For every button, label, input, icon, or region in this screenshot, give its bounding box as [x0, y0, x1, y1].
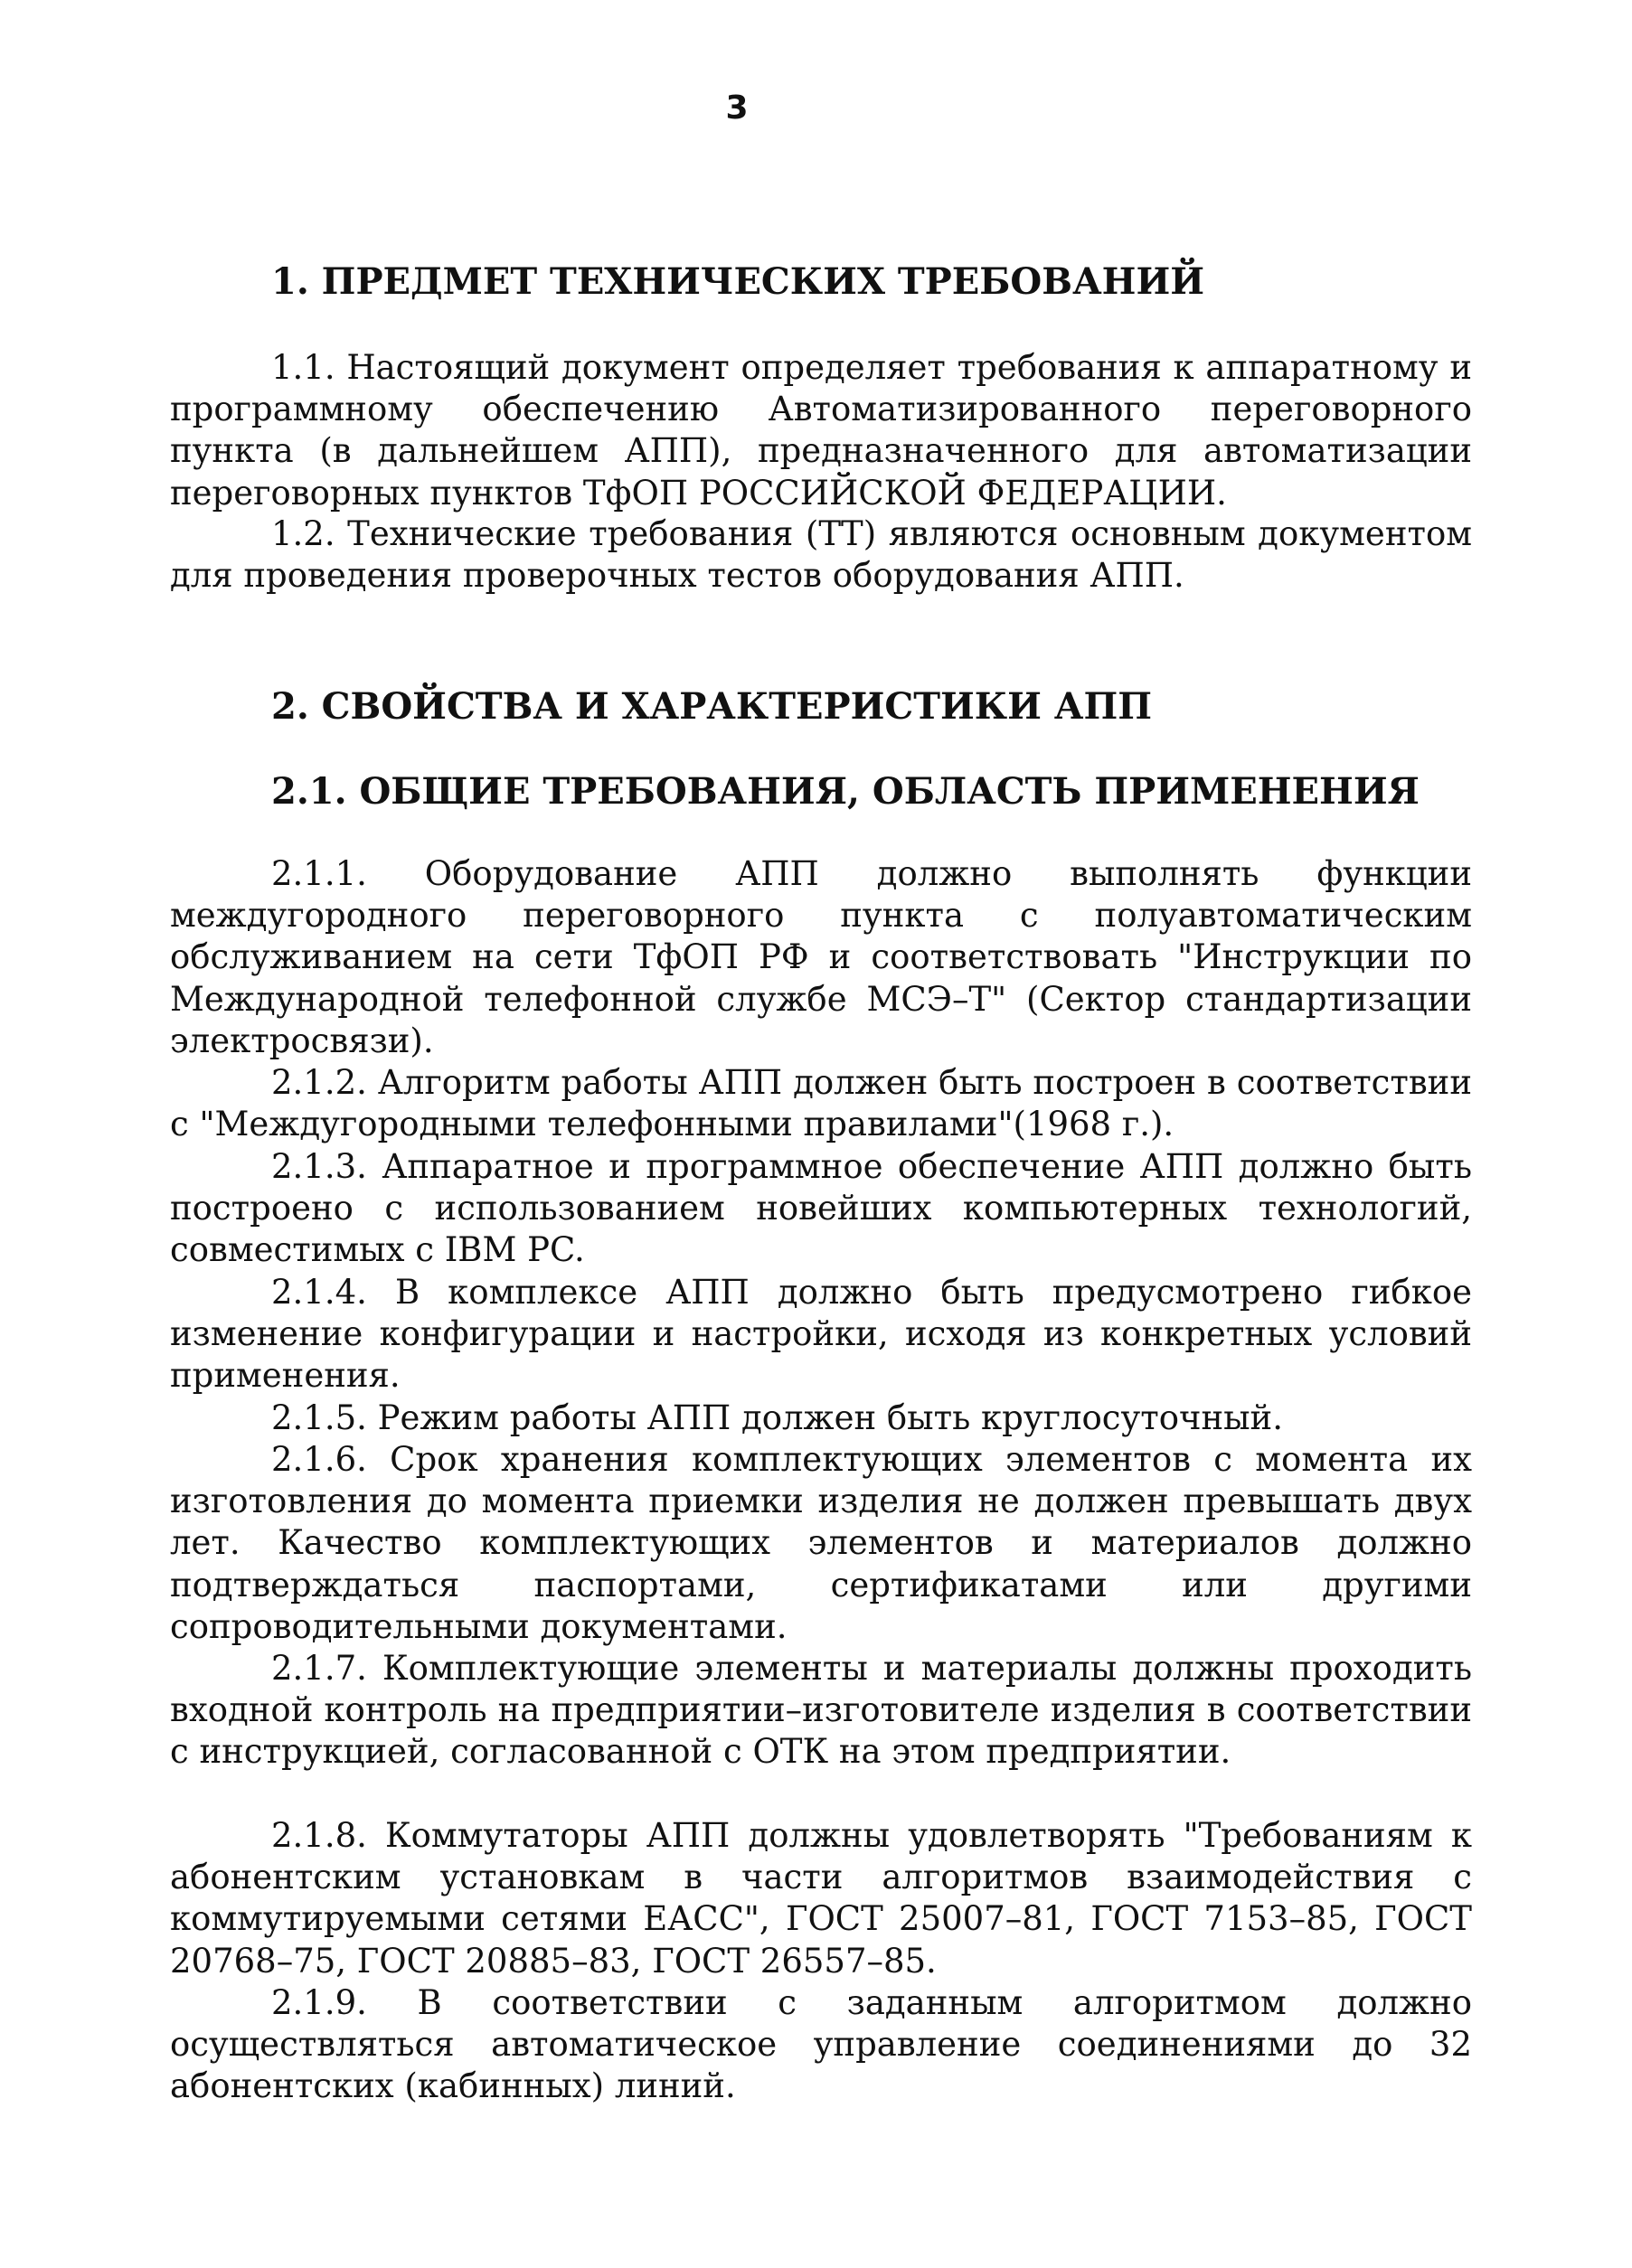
paragraph-2-1-5: 2.1.5. Режим работы АПП должен быть круглосуточный. [271, 1398, 1283, 1437]
paragraph-2-1-7: 2.1.7. Комплектующие элементы и материалы должны проходить входной контроль на предприятии–изготовителе изделия в соответствии с инструкцией, согласованной с ОТК на этом предприятии. [170, 1649, 1472, 1772]
paragraph-2-1-1: 2.1.1. Оборудование АПП должно выполнять функции междугородного переговорного пункта с полуавтоматическим обслуживанием на сети ТфОП РФ и соответствовать "Инструкции по Международной телефонной службе МСЭ–Т" (Сектор стандартизации электросвязи). [170, 854, 1472, 1060]
paragraph-2-1-3: 2.1.3. Аппаратное и программное обеспечение АПП должно быть построено с использованием новейших компьютерных технологий, совместимых с IBM PC. [170, 1147, 1472, 1270]
paragraph-2-1-4: 2.1.4. В комплексе АПП должно быть предусмотрено гибкое изменение конфигурации и настройки, исходя из конкретных условий применения. [170, 1273, 1472, 1396]
paragraph-2-1-2: 2.1.2. Алгоритм работы АПП должен быть построен в соответствии с "Междугородными телефонными правилами"(1968 г.). [170, 1063, 1472, 1144]
paragraph-1-1: 1.1. Настоящий документ определяет требования к аппаратному и программному обеспечению Автоматизированного переговорного пункта (в дальнейшем АПП), предназначенного для автоматизации переговорных пунктов ТфОП РОССИЙСКОЙ ФЕДЕРАЦИИ. [170, 348, 1472, 513]
paragraph-1-2: 1.2. Технические требования (ТТ) являются основным документом для проведения проверочных тестов оборудования АПП. [170, 514, 1472, 596]
paragraph-2-1-8: 2.1.8. Коммутаторы АПП должны удовлетворять "Требованиям к абонентским установкам в части алгоритмов взаимодействия с коммутируемыми сетями ЕАСС", ГОСТ 25007–81, ГОСТ 7153–85, ГОСТ 20768–75, ГОСТ 20885–83, ГОСТ 26557–85. [170, 1816, 1472, 1981]
section-2-heading: 2. СВОЙСТВА И ХАРАКТЕРИСТИКИ АПП [271, 685, 1153, 728]
paragraph-2-1-9: 2.1.9. В соответствии с заданным алгоритмом должно осуществляться автоматическое управление соединениями до 32 абонентских (кабинных) линий. [170, 1983, 1472, 2106]
page-number: 3 [725, 89, 749, 127]
section-1-heading: 1. ПРЕДМЕТ ТЕХНИЧЕСКИХ ТРЕБОВАНИЙ [271, 260, 1205, 303]
paragraph-2-1-6: 2.1.6. Срок хранения комплектующих элементов с момента их изготовления до момента приемки изделия не должен превышать двух лет. Качество комплектующих элементов и материалов должно подтверждаться паспортами, сертификатами или другими сопроводительными документами. [170, 1440, 1472, 1646]
subsection-2-1-heading: 2.1. ОБЩИЕ ТРЕБОВАНИЯ, ОБЛАСТЬ ПРИМЕНЕНИЯ [271, 770, 1420, 813]
